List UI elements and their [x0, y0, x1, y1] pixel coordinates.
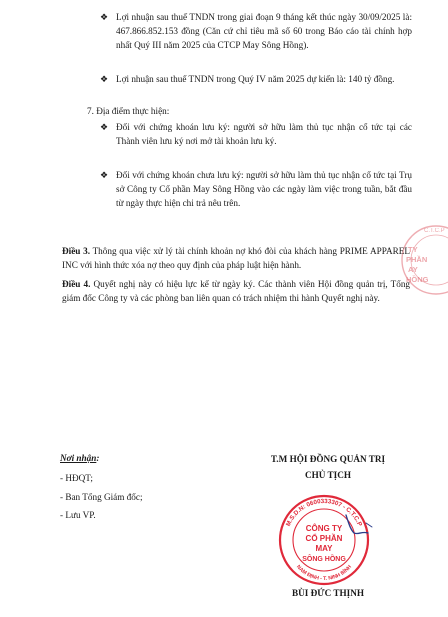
section-7-heading: 7. Địa điểm thực hiện:: [87, 106, 170, 116]
svg-text:PHẦN: PHẦN: [406, 255, 428, 264]
svg-text:TY: TY: [408, 245, 418, 254]
recipients-block: [60, 452, 210, 528]
article-3-label: Điều 3.: [62, 246, 90, 256]
article-3-text: Thông qua việc xử lý tài chính khoản nợ khó đòi của khách hàng PRIME APPAREL INC với hình thức xóa nợ theo quy định của pháp luật hiện hành.: [62, 246, 410, 270]
seal-ring-bottom-text: NAM ĐỊNH - T. NINH BÌNH: [295, 564, 353, 583]
diamond-bullet-icon: ❖: [100, 74, 109, 84]
location-item-text: Đối với chứng khoán lưu ký: người sở hữu làm thủ tục nhận cổ tức tại các Thành viên lưu ký nơi mở tài khoản lưu ký.: [116, 122, 412, 146]
diamond-bullet-icon: ❖: [100, 122, 109, 132]
signatory-name: BÙI ĐỨC THỊNH: [292, 588, 364, 598]
recipient-item: - Ban Tổng Giám đốc;: [60, 491, 143, 502]
profit-item-text: Lợi nhuận sau thuế TNDN trong Quý IV năm 2025 dự kiến là: 140 tỷ đồng.: [116, 74, 395, 84]
seal-center-line: CỔ PHẦN: [305, 534, 343, 543]
seal-center-line: CÔNG TY: [305, 524, 343, 533]
faint-seal-ring-text: C.T.C.P: [424, 228, 445, 234]
profit-item-text: Lợi nhuận sau thuế TNDN trong giai đoạn 9 tháng kết thúc ngày 30/09/2025 là: 467.866.852.153 đồng (Căn cứ chỉ tiêu mã số 60 trong Báo cáo tài chính hợp nhất Quý III năm 2025 của CTCP May Sông Hồng).: [116, 12, 412, 50]
signature-position: CHỦ TỊCH: [304, 470, 352, 480]
svg-text:AY: AY: [408, 265, 418, 274]
handwritten-signature: [340, 511, 400, 541]
article-3: [62, 245, 410, 273]
location-item-text: Đối với chứng khoán chưa lưu ký: người sở hữu làm thủ tục nhận cổ tức tại Trụ sở Công ty Cổ phần May Sông Hồng vào các ngày làm việc trong tuần, bắt đầu từ ngày thực hiện chi trả nêu trên.: [116, 170, 412, 208]
seal-center-line: MAY: [315, 544, 333, 553]
diamond-bullet-icon: ❖: [100, 12, 109, 22]
article-4-label: Điều 4.: [62, 279, 91, 289]
recipient-item: - HĐQT;: [60, 472, 93, 483]
signature-org-title: T.M HỘI ĐỒNG QUẢN TRỊ: [270, 454, 386, 464]
recipients-title: Nơi nhận: [60, 453, 97, 463]
diamond-bullet-icon: ❖: [100, 170, 109, 180]
recipients-colon: :: [96, 453, 100, 463]
article-4: [62, 278, 410, 306]
seal-center-line: SÔNG HỒNG: [302, 556, 346, 563]
article-4-text: Quyết nghị này có hiệu lực kể từ ngày ký. Các thành viên Hội đồng quản trị, Tổng giám đốc Công ty và các phòng ban liên quan có trách nhiệm thi hành Quyết nghị này.: [62, 279, 411, 303]
recipient-item: - Lưu VP.: [60, 510, 96, 521]
seal-ring-top-text: M.S.D.N: 0600333307 - C.T.C.P: [284, 497, 364, 528]
svg-text:HỒNG: HỒNG: [406, 275, 429, 284]
